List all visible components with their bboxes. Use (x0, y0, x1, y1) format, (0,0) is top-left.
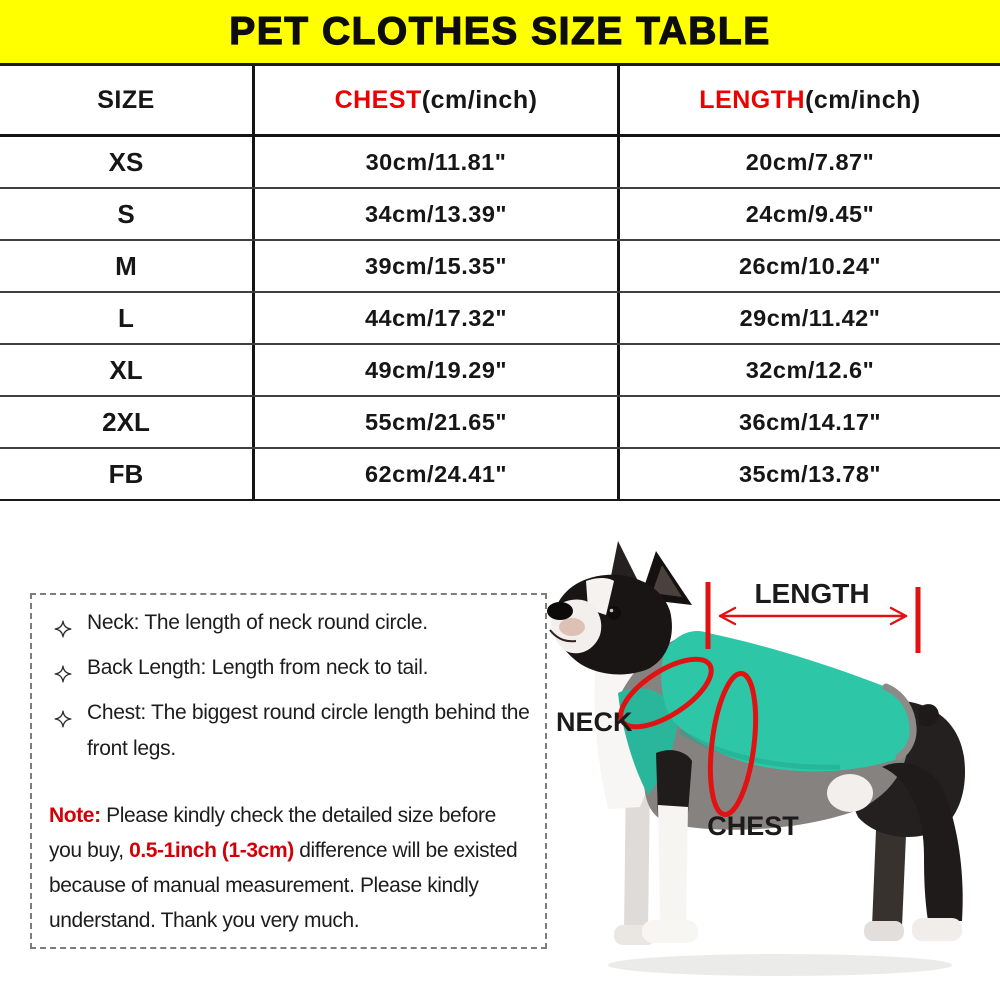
dog-diagram-svg (540, 535, 1000, 1000)
bullet-back-length (47, 650, 533, 695)
neck-label: NECK (556, 707, 633, 737)
chest-header-unit: (cm/inch) (421, 85, 538, 114)
table-row-fb (0, 447, 1000, 499)
bullet-text: Back Length: Length from neck to tail. (87, 656, 429, 679)
bullet-chest (47, 695, 533, 767)
chest-cell: 62cm/24.41" (252, 449, 617, 499)
length-cell: 35cm/13.78" (617, 449, 1000, 499)
table-header-row (0, 66, 1000, 134)
bullet-text: Chest: The biggest round circle length behind the front legs. (87, 701, 530, 760)
note-highlight: 0.5-1inch (1-3cm) (129, 839, 294, 862)
chest-cell: 55cm/21.65" (252, 397, 617, 447)
length-cell: 36cm/14.17" (617, 397, 1000, 447)
length-header-unit: (cm/inch) (805, 85, 921, 114)
four-pointed-star-icon (54, 704, 72, 740)
ground-shadow (608, 954, 952, 976)
note-text-1: Please kindly check the detailed size before you buy, (49, 804, 496, 862)
measuring-notes-box (30, 593, 547, 949)
title-banner (0, 0, 1000, 63)
table-row-m (0, 239, 1000, 291)
table-row-l (0, 291, 1000, 343)
length-end-bar-left (706, 582, 711, 649)
four-pointed-star-icon (54, 659, 72, 695)
size-cell: XL (109, 354, 143, 385)
bullet-neck (47, 605, 533, 650)
length-label: LENGTH (754, 578, 870, 609)
size-cell: FB (108, 458, 144, 489)
col-header-chest (252, 66, 617, 134)
size-table (0, 63, 1000, 501)
bullet-text: Neck: The length of neck round circle. (87, 611, 428, 634)
length-cell: 26cm/10.24" (617, 241, 1000, 291)
size-cell: XS (108, 146, 144, 177)
four-pointed-star-icon (54, 614, 72, 650)
chest-cell: 30cm/11.81" (252, 137, 617, 187)
dog-nose (547, 602, 573, 620)
length-cell: 20cm/7.87" (617, 137, 1000, 187)
chest-cell: 34cm/13.39" (252, 189, 617, 239)
chest-cell: 39cm/15.35" (252, 241, 617, 291)
table-row-xs (0, 134, 1000, 187)
col-header-size: SIZE (97, 85, 155, 114)
length-end-bar-right (916, 587, 921, 653)
chest-cell: 49cm/19.29" (252, 345, 617, 395)
table-row-xl (0, 343, 1000, 395)
col-header-length (617, 66, 1000, 134)
length-cell: 32cm/12.6" (617, 345, 1000, 395)
note-text-2: difference will be existed because of manual measurement. Please kindly understand. Thank you very much. (49, 839, 518, 932)
size-cell: M (115, 250, 137, 281)
page-title: PET CLOTHES SIZE TABLE (229, 9, 771, 53)
table-row-s (0, 187, 1000, 239)
disclaimer-note (49, 798, 533, 938)
length-cell: 29cm/11.42" (617, 293, 1000, 343)
dog-eye (607, 606, 621, 620)
length-header-label: LENGTH (699, 85, 806, 114)
note-label: Note: (49, 804, 101, 827)
size-cell: L (118, 302, 134, 333)
chest-label: CHEST (707, 811, 799, 841)
chest-header-label: CHEST (334, 85, 422, 114)
length-cell: 24cm/9.45" (617, 189, 1000, 239)
table-row-2xl (0, 395, 1000, 447)
dog-measurement-diagram (540, 535, 1000, 1000)
size-cell: S (117, 198, 135, 229)
size-cell: 2XL (102, 406, 150, 437)
chest-cell: 44cm/17.32" (252, 293, 617, 343)
